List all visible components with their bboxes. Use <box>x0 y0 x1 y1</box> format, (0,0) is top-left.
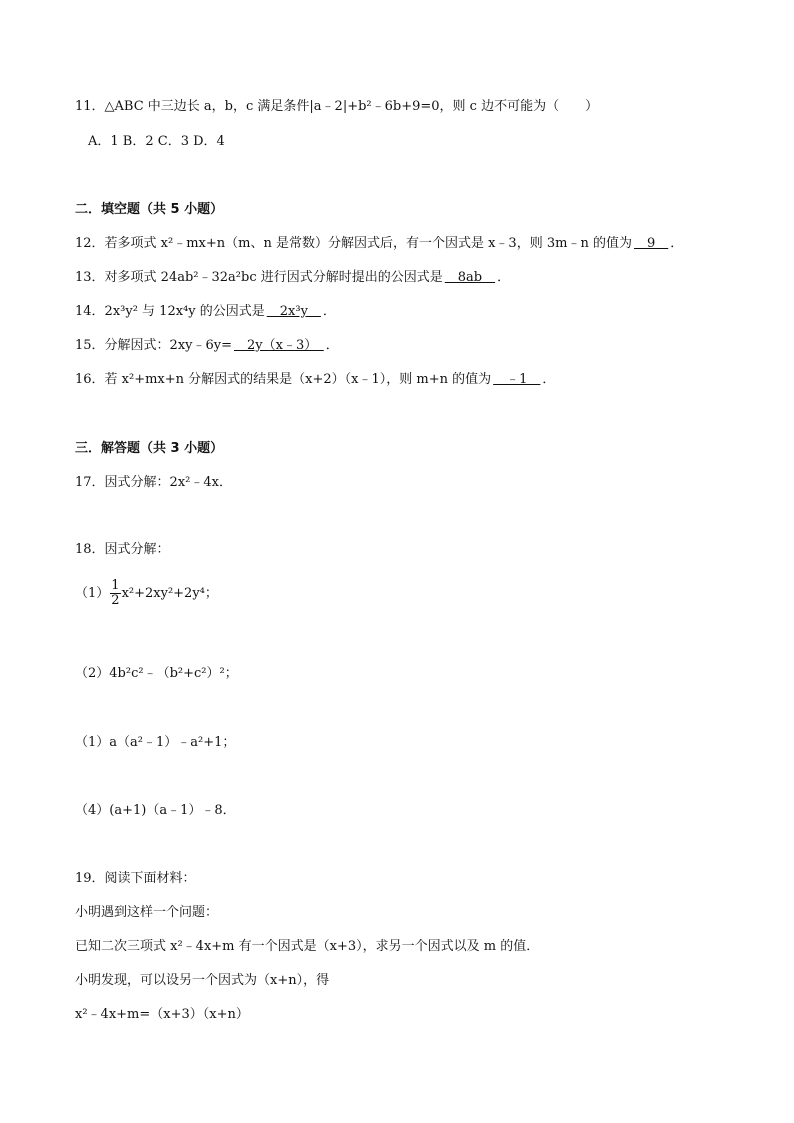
q16-end: ． <box>542 372 556 387</box>
question-17: 17．因式分解：2x²﹣4x． <box>75 475 232 490</box>
q18-part-2: （2）4b²c²﹣（b²+c²）²； <box>75 666 238 681</box>
question-18-title: 18．因式分解： <box>75 542 170 557</box>
q14-answer: 2x³y <box>266 304 321 319</box>
q15-end: ． <box>325 338 339 353</box>
question-16 <box>75 371 555 389</box>
section-3-title: 三．解答题（共 3 小题） <box>75 441 224 456</box>
section-2-title: 二．填空题（共 5 小题） <box>75 202 224 217</box>
q12-end: ． <box>670 236 684 251</box>
question-14 <box>75 303 336 321</box>
q18-part-4: （4）(a+1)（a﹣1）﹣8． <box>75 803 236 818</box>
q12-answer: 9 <box>633 236 669 251</box>
q13-answer: 8ab <box>444 270 496 285</box>
q16-answer: ﹣1 <box>493 372 541 387</box>
q18-part-1-expression: x²+2xy²+2y⁴； <box>121 586 218 601</box>
question-19-title: 19．阅读下面材料： <box>75 871 196 886</box>
q16-stem: 16．若 x²+mx+n 分解因式的结果是（x+2）（x﹣1），则 m+n 的值为 <box>75 372 492 387</box>
q18-part-1-label: （1） <box>75 586 110 601</box>
fraction-numerator: 1 <box>111 578 120 593</box>
question-15 <box>75 337 339 355</box>
q19-line-1: 小明遇到这样一个问题： <box>75 905 219 920</box>
q19-line-4: x²﹣4x+m=（x+3）（x+n） <box>75 1007 249 1022</box>
q18-part-1 <box>75 576 218 612</box>
q12-stem: 12．若多项式 x²﹣mx+n（m、n 是常数）分解因式后，有一个因式是 x﹣3，则 3m﹣n 的值为 <box>75 236 632 251</box>
q13-end: ． <box>497 270 511 285</box>
q13-stem: 13．对多项式 24ab²﹣32a²bc 进行因式分解时提出的公因式是 <box>75 270 443 285</box>
q11-options: A．1 B．2 C．3 D．4 <box>88 134 225 149</box>
q15-answer: 2y（x﹣3） <box>234 338 324 353</box>
question-12 <box>75 235 683 253</box>
q19-line-3: 小明发现，可以设另一个因式为（x+n），得 <box>75 973 330 988</box>
q14-stem: 14．2x³y² 与 12x⁴y 的公因式是 <box>75 304 265 319</box>
q11-stem: 11．△ABC 中三边长 a，b，c 满足条件|a﹣2|+b²﹣6b+9=0，则 c 边不可能为（ ） <box>75 99 599 114</box>
q19-line-2: 已知二次三项式 x²﹣4x+m 有一个因式是（x+3），求另一个因式以及 m 的值． <box>75 939 540 954</box>
fraction <box>110 579 120 608</box>
question-13 <box>75 269 510 287</box>
q18-part-3: （1）a（a²﹣1）﹣a²+1； <box>75 735 236 750</box>
fraction-denominator: 2 <box>111 593 120 608</box>
q14-end: ． <box>322 304 336 319</box>
q15-stem: 15．分解因式：2xy﹣6y= <box>75 338 232 353</box>
